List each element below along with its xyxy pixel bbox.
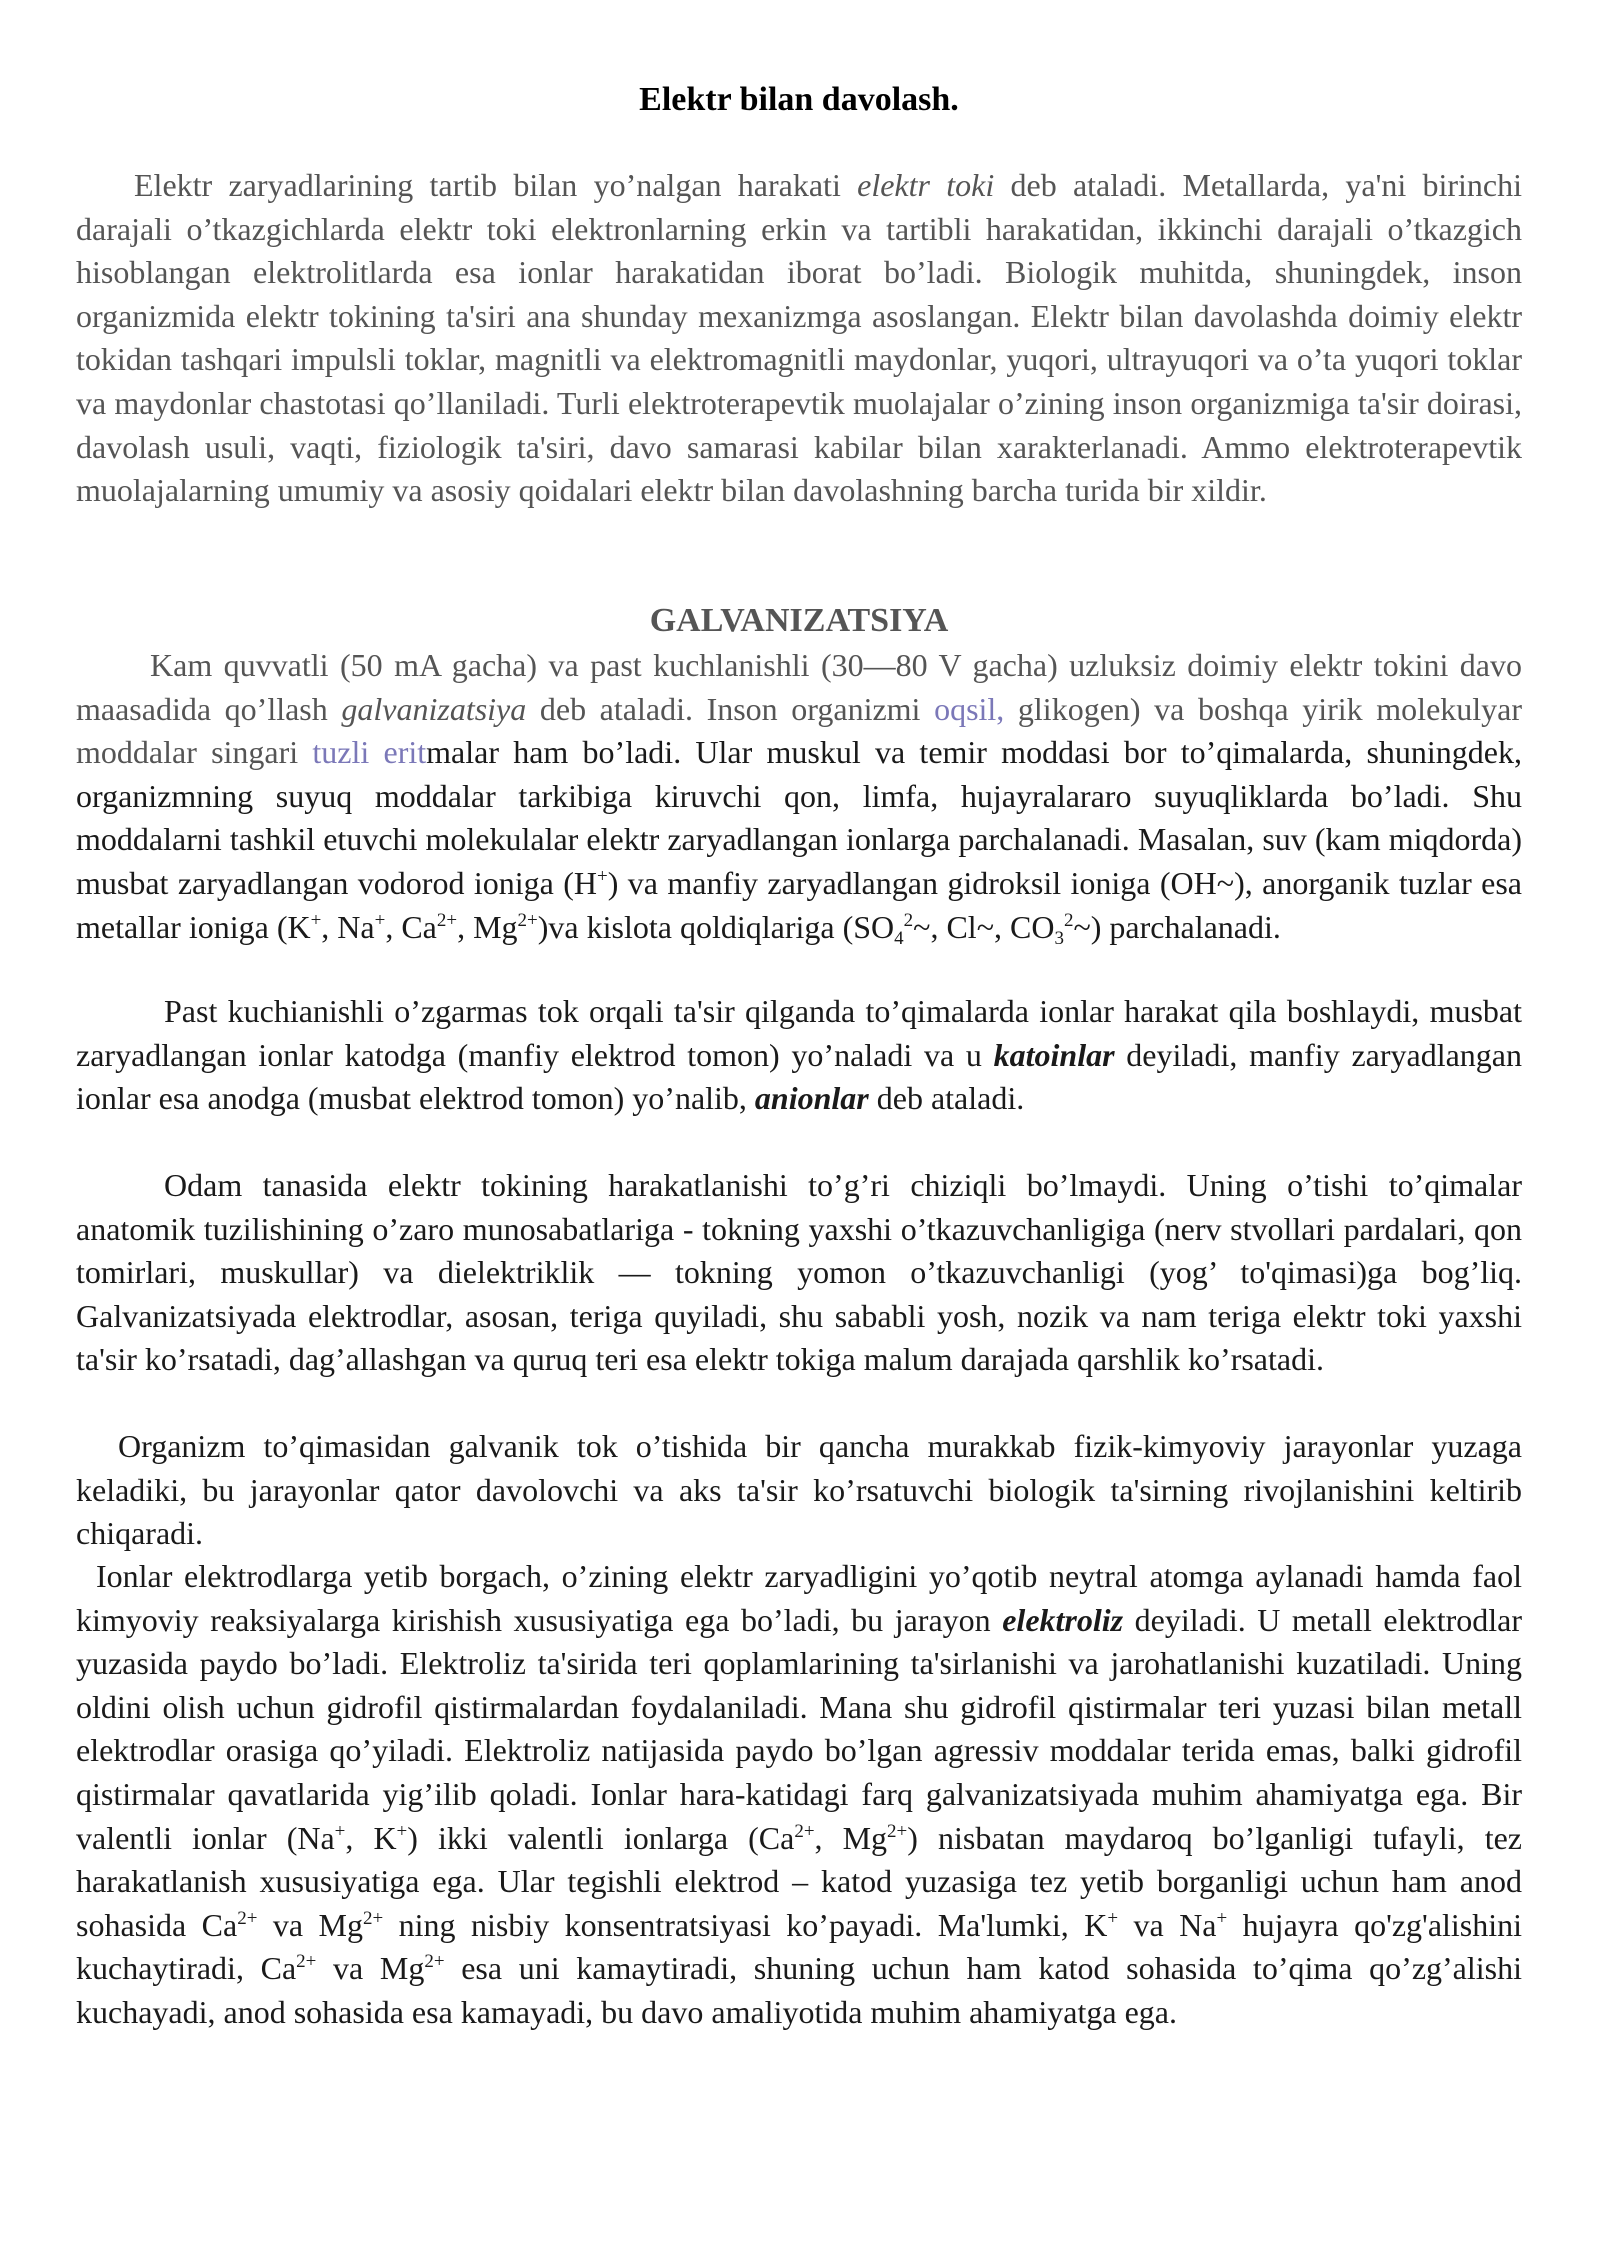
text-run: , K [345, 1819, 397, 1856]
superscript: 2 [903, 909, 914, 931]
text-run: ~, Cl~, CO [913, 908, 1055, 945]
term-anionlar: anionlar [754, 1080, 869, 1117]
superscript: 2 [1063, 909, 1074, 931]
galvanization-definition-paragraph [76, 644, 1522, 949]
text-run: ) ikki valentli ionlarga (Ca [407, 1819, 795, 1856]
superscript: + [396, 1820, 408, 1842]
subscript: 3 [1054, 927, 1064, 949]
superscript: 2+ [362, 1907, 384, 1929]
superscript: 2+ [424, 1951, 445, 1973]
text-run: Kam quvvatli (50 mA gacha) va past kuchlanishli (30—80 V gacha) uzluksiz doimiy elektr tokini davo maasadida qo’llash [76, 647, 1522, 727]
superscript: + [374, 909, 386, 931]
text-run: va Mg [316, 1950, 425, 1987]
intro-paragraph [76, 164, 1522, 513]
current-path-paragraph: Odam tanasida elektr tokining harakatlanishi to’g’ri chiziqli bo’lmaydi. Uning o’tishi to’qimalar anatomik tuzilishining o’zaro munosabatlariga - tokning yaxshi o’tkazuvchanligiga (nerv stvollari pardalari, qon tomirlari, muskullar) va dielektriklik — tokning yomon o’tkazuvchanligi (yog’ to'qimasi)ga bog’liq. Galvanizatsiyada elektrodlar, asosan, teriga quyiladi, shu sababli yosh, nozik va nam teriga elektr toki yaxshi ta'sir ko’rsatadi, dag’allashgan va quruq teri esa elektr tokiga malum darajada qarshlik ko’rsatadi. [76, 1167, 1522, 1378]
text-run: hujayra qo'zg'alishini kuchaytiradi, Ca [76, 1906, 1523, 1987]
superscript: 2+ [436, 909, 458, 931]
superscript: + [1107, 1907, 1119, 1929]
text-run: , Mg [814, 1819, 888, 1856]
physicochemical-processes-paragraph: Organizm to’qimasidan galvanik tok o’tishida bir qancha murakkab fizik-kimyoviy jarayonlar yuzaga keladiki, bu jarayonlar qator davolovchi va aks ta'sir ko’rsatuvchi biologik ta'sirning rivojlanishini keltirib chiqaradi. [76, 1428, 1522, 1552]
text-run: ) va manfiy zaryadlangan gidroksil ioniga (OH~), anorganik tuzlar esa metallar ioniga (K [76, 864, 1523, 945]
text-run: deyiladi. U metall elektrodlar yuzasida paydo bo’ladi. Elektroliz ta'sirida teri qoplamlarining ta'sirlanishi va jarohatlanishi kuzatiladi. Uning oldini olish uchun gidrofil qistirmalardan foydalaniladi. Mana shu gidrofil qistirmalar teri yuzasi bilan metall elektrodlar orasiga qo’yiladi. Elektroliz natijasida paydo bo’lgan agressiv moddalar terida emas, balki gidrofil qistirmalar qavatlarida yig’ilib qoladi. Ionlar hara-katidagi farq galvanizatsiyada muhim ahamiyatga ega. Bir valentli ionlar (Na [76, 1601, 1523, 1856]
term-galvanizatsiya: galvanizatsiya [341, 690, 527, 727]
text-run: ~) parchalanadi. [1073, 908, 1281, 945]
superscript: + [596, 865, 608, 887]
link-tuzli-erit[interactable]: tuzli erit [312, 734, 427, 771]
text-run: , Ca [385, 908, 437, 945]
superscript: + [310, 909, 322, 931]
superscript: 2+ [517, 909, 538, 931]
text-run: deb ataladi. Metallarda, ya'ni birinchi darajali o’tkazgichlarda elektr toki elektronlarning erkin va tartibli harakatidan, ikkinchi darajali o’tkazgich hisoblangan elektrolitlarda esa ionlar harakatidan iborat bo’ladi. Biologik muhitda, shuningdek, inson organizmida elektr tokining ta'siri ana shunday mexanizmga asoslangan. Elektr bilan davolashda doimiy elektr tokidan tashqari impulsli toklar, magnitli va elektromagnitli maydonlar, yuqori, ultrayuqori va o’ta yuqori toklar va maydonlar chastotasi qo’llaniladi. Turli elektroterapevtik muolajalar o’zining inson organizmiga ta'sir doirasi, davolash usuli, vaqti, fiziologik ta'siri, davo samarasi kabilar bilan xarakterlanadi. Ammo elektroterapevtik muolajalarning umumiy va asosiy qoidalari elektr bilan davolashning barcha turida bir xildir. [76, 167, 1523, 509]
term-katoinlar: katoinlar [993, 1036, 1115, 1073]
superscript: + [1216, 1907, 1228, 1929]
text-run: Ionlar elektrodlarga yetib borgach, o’zining elektr zaryadligini yo’qotib neytral atomga aylanadi hamda faol kimyoviy reaksiyalarga kirishish xususiyatiga ega bo’ladi, bu jarayon [76, 1558, 1522, 1638]
document-title: Elektr bilan davolash. [639, 81, 959, 118]
text-run: esa uni kamaytiradi, shuning uchun ham katod sohasida to’qima qo’zg’alishi kuchayadi, anod sohasida esa kamayadi, bu davo amaliyotida muhim ahamiyatga ega. [76, 1950, 1522, 2030]
text-run: deb ataladi. Inson organizmi [526, 690, 935, 727]
superscript: 2+ [237, 1907, 258, 1929]
text-run: , Mg [457, 908, 518, 945]
text-run: glikogen) va boshqa yirik molekulyar moddalar singari [76, 690, 1523, 771]
term-elektr-toki: elektr toki [857, 167, 995, 203]
text-run: , Na [321, 908, 375, 945]
text-run: deb ataladi. [868, 1080, 1025, 1117]
subscript: 4 [894, 927, 904, 949]
superscript: 2+ [296, 1951, 317, 1973]
superscript: 2+ [794, 1820, 815, 1842]
text-run: ) nisbatan maydaroq bo’lganligi tufayli, tez harakatlanish xususiyatiga ega. Ular tegishli elektrod – katod yuzasiga tez yetib borganligi uchun ham anod sohasida Ca [76, 1819, 1522, 1943]
text-run: Elektr zaryadlarining tartib bilan yo’nalgan harakati [134, 167, 858, 203]
electrolysis-paragraph [76, 1555, 1522, 2035]
text-run: malar ham bo’ladi. Ular muskul va temir moddasi bor to’qimalarda, shuningdek, organizmning suyuq moddalar tarkibiga kiruvchi qon, limfa, hujayralararo suyuqliklarda bo’ladi. Shu moddalarni tashkil etuvchi molekulalar elektr zaryadlangan ionlarga parchalanadi. Masalan, suv (kam miqdorda) musbat zaryadlangan vodorod ioniga (H [76, 734, 1523, 901]
section-heading: GALVANIZATSIYA [649, 602, 949, 639]
text-run: ning nisbiy konsentratsiyasi ko’payadi. Ma'lumki, K [383, 1906, 1108, 1943]
text-run: deyiladi, manfiy zaryadlangan ionlar esa anodga (musbat elektrod tomon) yo’nalib, [76, 1036, 1523, 1117]
superscript: 2+ [887, 1820, 908, 1842]
superscript: + [334, 1820, 346, 1842]
text-run: Past kuchianishli o’zgarmas tok orqali ta'sir qilganda to’qimalarda ionlar harakat qila boshlaydi, musbat zaryadlangan ionlar katodga (manfiy elektrod tomon) yo’naladi va u [76, 993, 1522, 1073]
text-run: va Na [1118, 1906, 1217, 1943]
text-run: va Mg [257, 1906, 363, 1943]
text-run: )va kislota qoldiqlariga (SO [537, 908, 895, 945]
link-oqsil[interactable]: oqsil, [934, 690, 1005, 727]
term-elektroliz: elektroliz [1002, 1601, 1124, 1638]
ion-movement-paragraph [76, 990, 1522, 1121]
